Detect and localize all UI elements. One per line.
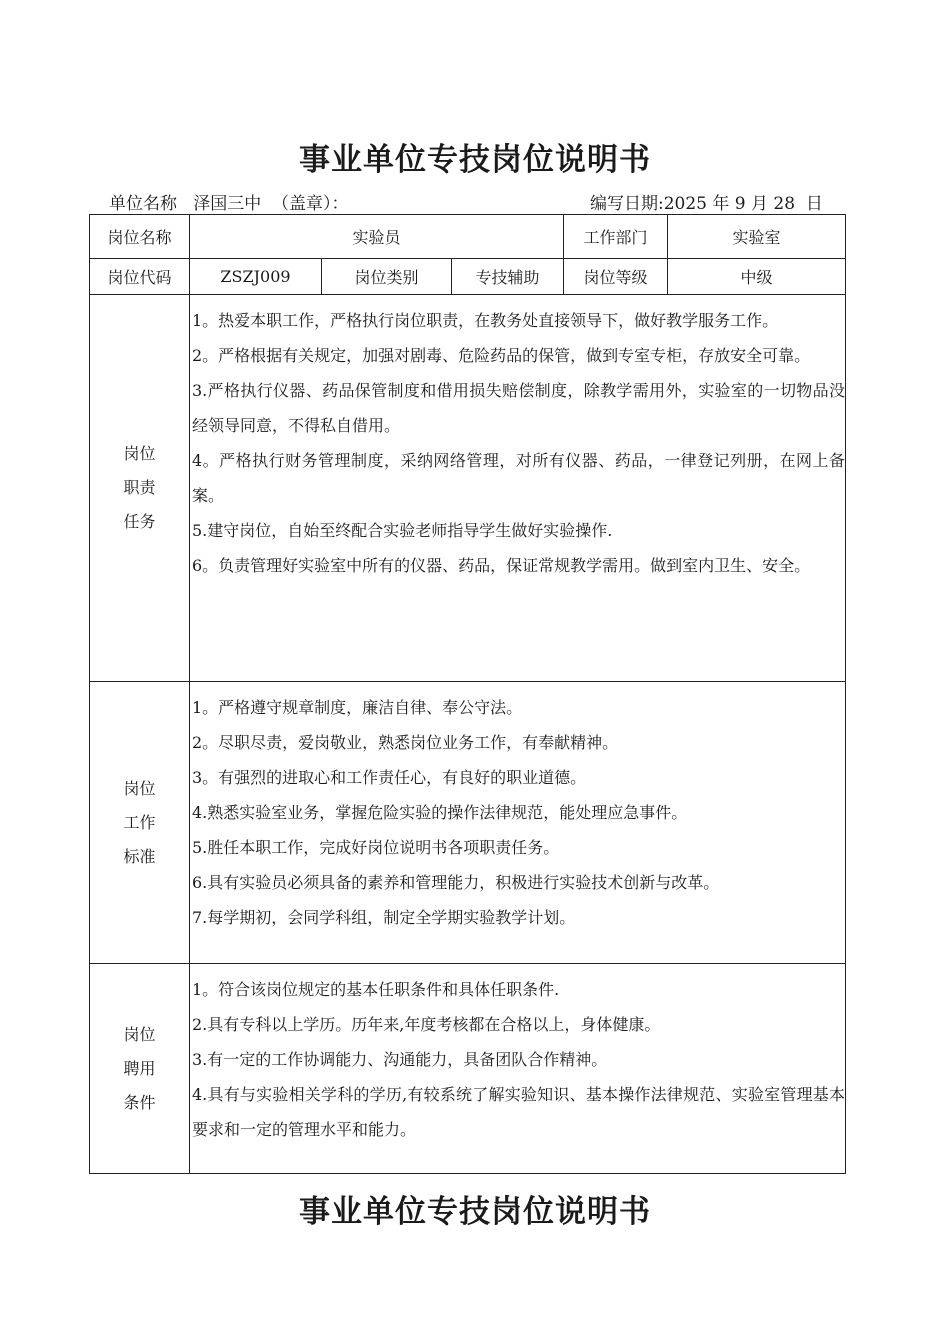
table-row xyxy=(90,215,846,259)
post-name-value: 实验员 xyxy=(190,215,564,259)
section-duties-content xyxy=(190,295,846,682)
list-item: 5.建守岗位，自始至终配合实验老师指导学生做好实验操作. xyxy=(192,521,613,540)
list-item: 3.严格执行仪器、药品保管制度和借用损失赔偿制度，除教学需用外，实验室的一切物品没经领导同意，不得私自借用。 xyxy=(192,381,846,435)
list-item: 1。符合该岗位规定的基本任职条件和具体任职条件. xyxy=(192,980,560,999)
section-standards-content xyxy=(190,682,846,964)
document-title: 事业单位专技岗位说明书 xyxy=(299,142,651,178)
section-requirements-row xyxy=(90,964,846,1174)
post-description-table xyxy=(89,214,846,1174)
list-item: 3。有强烈的进取心和工作责任心，有良好的职业道德。 xyxy=(192,768,587,787)
post-type-label: 岗位类别 xyxy=(322,259,452,295)
next-page-title: 事业单位专技岗位说明书 xyxy=(299,1194,651,1230)
list-item: 4.具有与实验相关学科的学历,有较系统了解实验知识、基本操作法律规范、实验室管理基本要求和一定的管理水平和能力。 xyxy=(192,1085,846,1139)
list-item: 2.具有专科以上学历。历年来,年度考核都在合格以上，身体健康。 xyxy=(192,1015,661,1034)
post-name-label: 岗位名称 xyxy=(90,215,190,259)
date-line: 编写日期:2025 年 9 月 28 日 xyxy=(590,194,823,214)
list-item: 1。严格遵守规章制度，廉洁自律、奉公守法。 xyxy=(192,698,523,717)
list-item: 1。热爱本职工作，严格执行岗位职责，在教务处直接领导下，做好教学服务工作。 xyxy=(192,311,779,330)
list-item: 2。尽职尽责，爱岗敬业，熟悉岗位业务工作，有奉献精神。 xyxy=(192,733,619,752)
dept-value: 实验室 xyxy=(668,215,846,259)
section-duties-row xyxy=(90,295,846,682)
list-item: 6.具有实验员必须具备的素养和管理能力，积极进行实验技术创新与改革。 xyxy=(192,873,720,892)
section-duties-label: 岗位 职责 任务 xyxy=(90,295,190,682)
section-requirements-label: 岗位 聘用 条件 xyxy=(90,964,190,1174)
post-type-value: 专技辅助 xyxy=(452,259,564,295)
dept-label: 工作部门 xyxy=(564,215,668,259)
list-item: 6。负责管理好实验室中所有的仪器、药品，保证常规教学需用。做到室内卫生、安全。 xyxy=(192,556,811,575)
unit-name-line: 单位名称 泽国三中 （盖章）： xyxy=(109,194,349,214)
list-item: 3.有一定的工作协调能力、沟通能力，具备团队合作精神。 xyxy=(192,1050,608,1069)
table-row xyxy=(90,259,846,295)
list-item: 2。严格根据有关规定，加强对剧毒、危险药品的保管，做到专室专柜，存放安全可靠。 xyxy=(192,346,811,365)
post-code-value: ZSZJ009 xyxy=(190,259,322,295)
post-code-label: 岗位代码 xyxy=(90,259,190,295)
post-level-value: 中级 xyxy=(668,259,846,295)
list-item: 4。严格执行财务管理制度，采纳网络管理，对所有仪器、药品，一律登记列册，在网上备案。 xyxy=(192,451,846,505)
section-standards-row xyxy=(90,682,846,964)
section-requirements-content xyxy=(190,964,846,1174)
list-item: 4.熟悉实验室业务，掌握危险实验的操作法律规范，能处理应急事件。 xyxy=(192,803,688,822)
list-item: 5.胜任本职工作，完成好岗位说明书各项职责任务。 xyxy=(192,838,560,857)
section-standards-label: 岗位 工作 标准 xyxy=(90,682,190,964)
list-item: 7.每学期初，会同学科组，制定全学期实验教学计划。 xyxy=(192,908,576,927)
post-level-label: 岗位等级 xyxy=(564,259,668,295)
